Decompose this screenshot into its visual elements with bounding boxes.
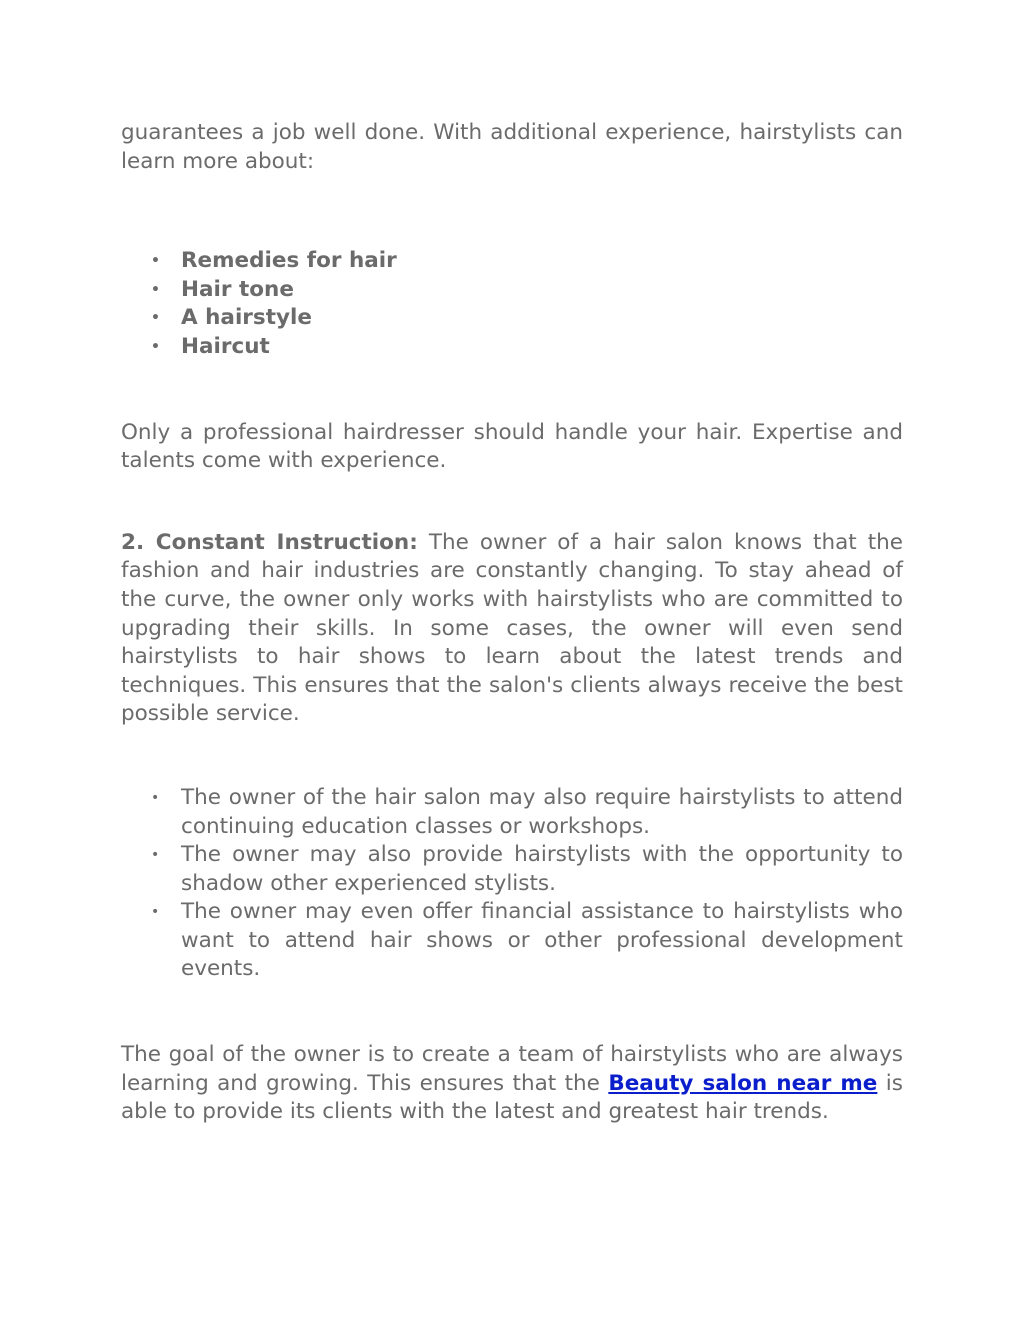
bullet-icon: • — [151, 904, 160, 921]
list-item-text: Hair tone — [181, 276, 294, 302]
section-heading: 2. Constant Instruction: — [121, 529, 418, 555]
list-item-text: The owner may also provide hairstylists with the opportunity to shadow other experienced stylists. — [181, 842, 903, 896]
expertise-paragraph: Only a professional hairdresser should handle your hair. Expertise and talents come with experience. — [121, 419, 903, 474]
bullet-icon: • — [151, 338, 160, 355]
bullet-icon: • — [151, 789, 160, 806]
list-item-text: A hairstyle — [181, 305, 312, 331]
list-item — [151, 784, 903, 841]
list-item — [151, 898, 903, 984]
list-item-text: The owner may even offer financial assistance to hairstylists who want to attend hair shows or other professional development events. — [181, 899, 903, 982]
bullet-icon: • — [151, 310, 160, 327]
bullet-icon: • — [151, 253, 160, 270]
closing-paragraph — [121, 1041, 903, 1127]
skills-list — [121, 247, 903, 361]
constant-instruction-paragraph — [121, 529, 903, 729]
detail-list — [121, 784, 903, 984]
intro-paragraph: guarantees a job well done. With additional experience, hairstylists can learn more about: — [121, 120, 903, 174]
closing-text-before: The goal of the owner is to create a team of hairstylists who are always learning and growing. This ensures that the — [121, 1042, 903, 1096]
closing-text-after: is able to provide its clients with the latest and greatest hair trends. — [121, 1070, 903, 1125]
section-body: The owner of a hair salon knows that the fashion and hair industries are constantly changing. To stay ahead of the curve, the owner only works with hairstylists who are committed to upgrading their skills. In some cases, the owner will even send hairstylists to hair shows to learn about the latest trends and techniques. This ensures that the salon's clients always receive the best possible service. — [121, 529, 903, 727]
document-page — [121, 119, 903, 1127]
bullet-icon: • — [151, 281, 160, 298]
list-item-text: Haircut — [181, 333, 270, 359]
list-item — [151, 304, 903, 333]
beauty-salon-link[interactable]: Beauty salon near me — [608, 1070, 878, 1096]
list-item — [151, 247, 903, 276]
list-item — [151, 841, 903, 898]
list-item — [151, 333, 903, 362]
list-item-text: The owner of the hair salon may also require hairstylists to attend continuing education classes or workshops. — [181, 784, 903, 839]
list-item — [151, 276, 903, 305]
list-item-text: Remedies for hair — [181, 248, 397, 274]
bullet-icon: • — [151, 847, 160, 864]
